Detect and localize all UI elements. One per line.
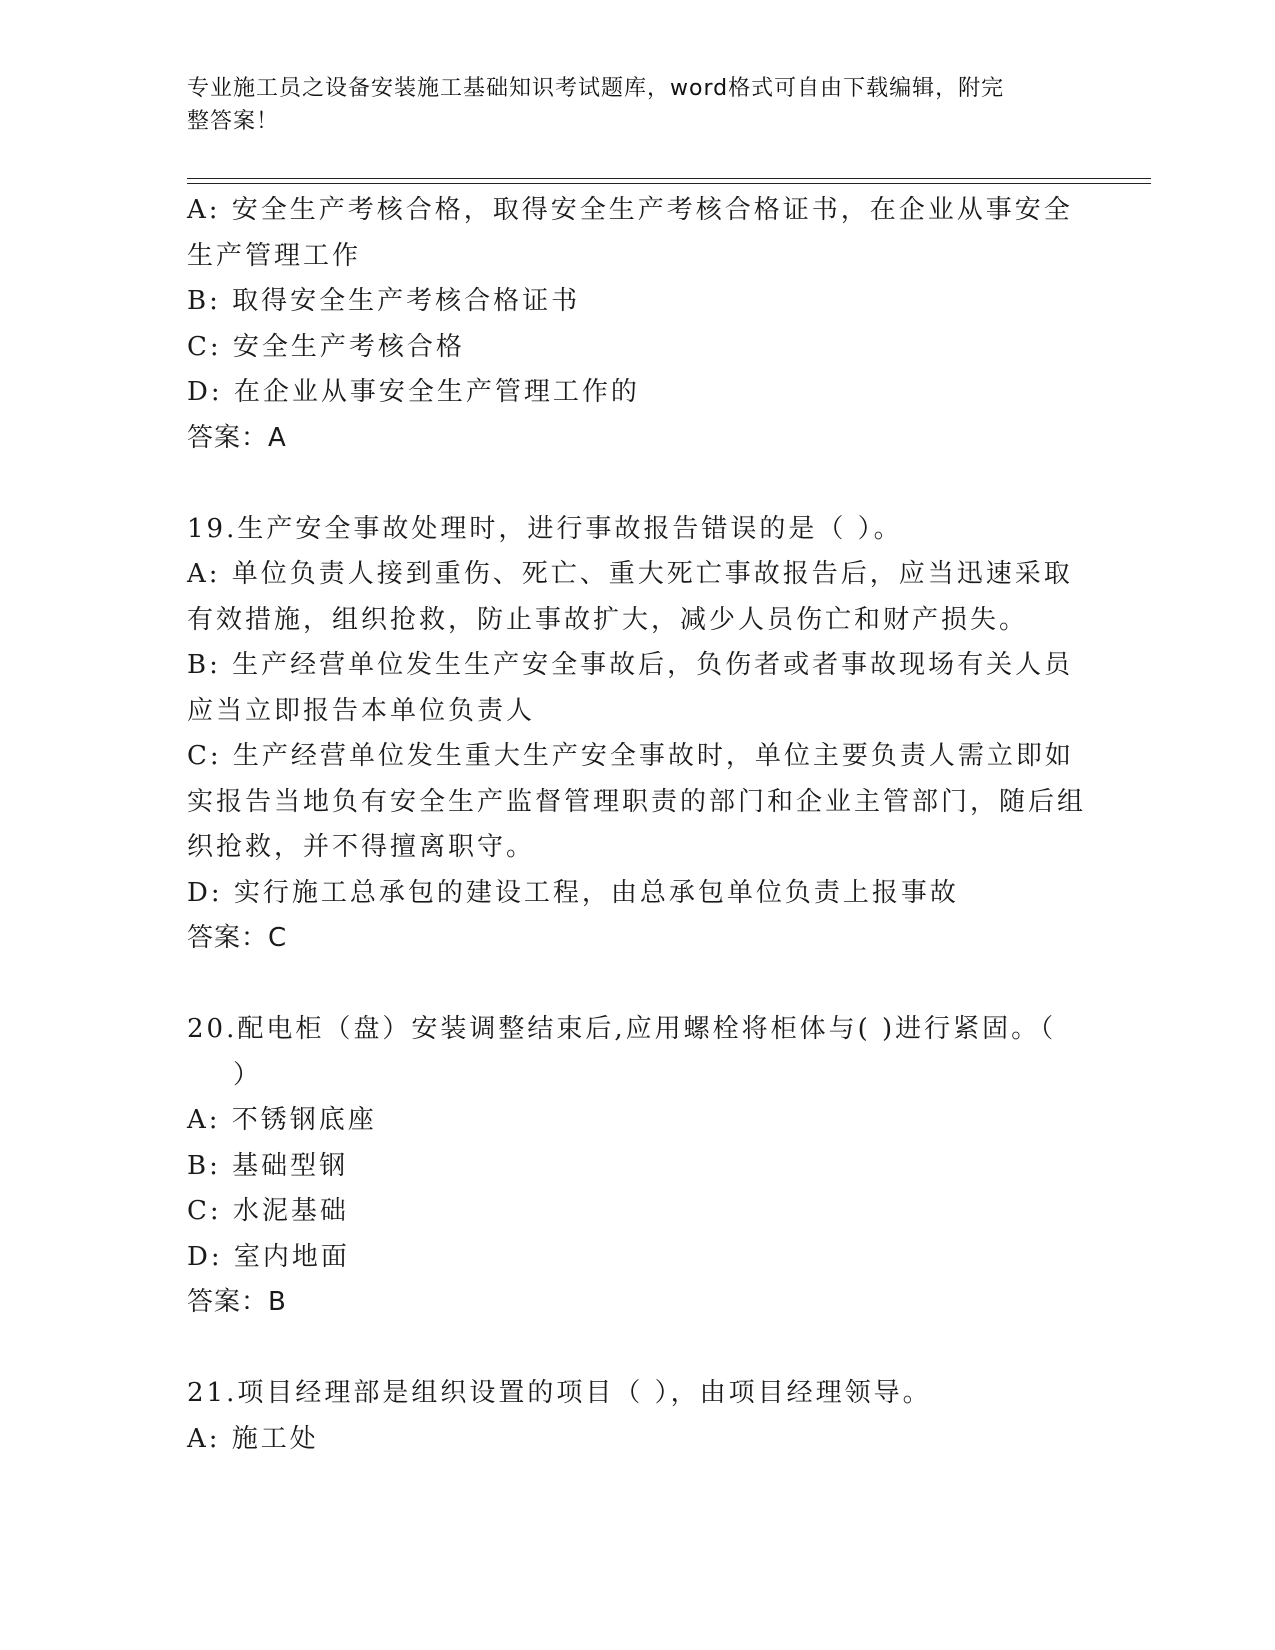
- q20-option-d: D: 室内地面: [187, 1241, 350, 1272]
- spacer: [187, 962, 1087, 1008]
- q20-answer: 答案：B: [187, 1287, 287, 1317]
- question-21-block: [187, 1371, 1087, 1462]
- q19-option-a: A: 单位负责人接到重伤、死亡、重大死亡事故报告后，应当迅速采取有效措施，组织抢救，防止事故扩大，减少人员伤亡和财产损失。: [187, 559, 1073, 635]
- header-divider-bottom: [187, 183, 1151, 184]
- spacer: [187, 1326, 1087, 1372]
- q20-question-continued: ）: [233, 1059, 263, 1090]
- header-line-2: 整答案！: [187, 109, 280, 134]
- spacer: [187, 461, 1087, 507]
- q21-option-a: A: 施工处: [187, 1423, 319, 1454]
- q19-answer: 答案：C: [187, 923, 288, 953]
- q20-option-a: A: 不锈钢底座: [187, 1105, 377, 1135]
- question-list: [187, 188, 1087, 1462]
- q19-option-d: D: 实行施工总承包的建设工程，由总承包单位负责上报事故: [187, 877, 959, 908]
- q19-option-b: B: 生产经营单位发生生产安全事故后，负伤者或者事故现场有关人员应当立即报告本单位负责人: [187, 650, 1074, 726]
- question-18-block: [187, 188, 1087, 461]
- q18-option-b: B: 取得安全生产考核合格证书: [187, 286, 581, 316]
- q18-option-c: C: 安全生产考核合格: [187, 331, 465, 362]
- header-divider-top: [187, 178, 1151, 179]
- q18-option-a: A: 安全生产考核合格，取得安全生产考核合格证书，在企业从事安全生产管理工作: [187, 195, 1073, 271]
- question-20-block: [187, 1007, 1087, 1326]
- q20-option-c: C: 水泥基础: [187, 1196, 349, 1226]
- q18-answer: 答案：A: [187, 422, 287, 453]
- q21-question: 21.项目经理部是组织设置的项目（ ），由项目经理领导。: [187, 1378, 932, 1408]
- q20-option-b: B: 基础型钢: [187, 1150, 349, 1181]
- page-header: [187, 72, 1067, 138]
- q19-option-c: C: 生产经营单位发生重大生产安全事故时，单位主要负责人需立即如实报告当地负有安全生产监督管理职责的部门和企业主管部门，随后组织抢救，并不得擅离职守。: [187, 741, 1087, 862]
- q18-option-d: D: 在企业从事安全生产管理工作的: [187, 377, 640, 407]
- header-line-1: 专业施工员之设备安装施工基础知识考试题库，word格式可自由下载编辑，附完: [187, 76, 1005, 101]
- q19-question: 19.生产安全事故处理时，进行事故报告错误的是（ ）。: [187, 513, 903, 544]
- q20-question: 20.配电柜（盘）安装调整结束后,应用螺栓将柜体与( )进行紧固。（: [187, 1014, 1057, 1044]
- question-19-block: [187, 507, 1087, 962]
